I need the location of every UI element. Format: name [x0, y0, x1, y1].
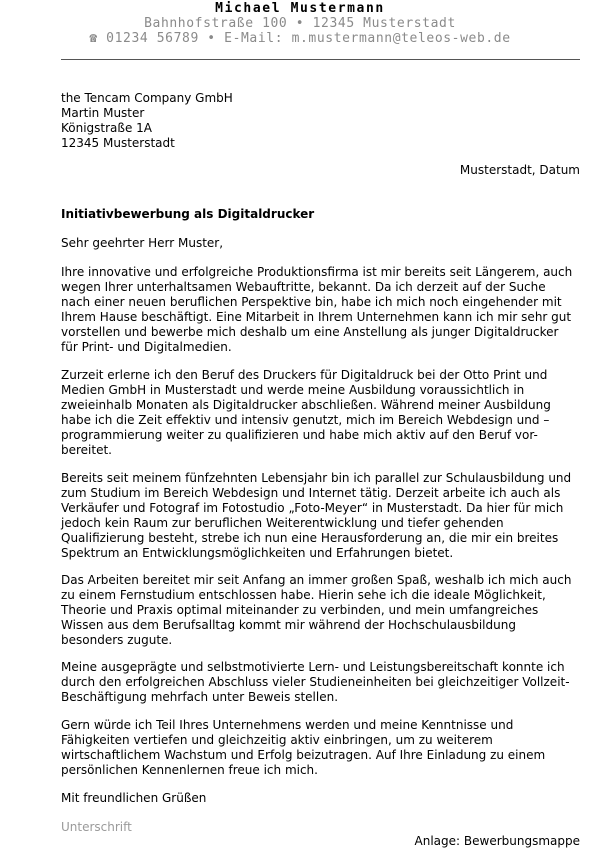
recipient-city: 12345 Musterstadt — [61, 136, 175, 150]
paragraph-line: zu einem Fernstudium entschlossen habe. Hierin sehe ich die ideale Möglichkeit, — [61, 588, 546, 602]
paragraph-line: wirtschaftlichem Wachstum und Erfolg beizutragen. Auf Ihre Einladung zu einem — [61, 748, 546, 762]
place-date: Musterstadt, Datum — [459, 163, 580, 177]
paragraph-line: persönlichen Kennenlernen freue ich mich. — [61, 763, 318, 777]
recipient-company: the Tencam Company GmbH — [61, 91, 233, 105]
body-paragraph — [61, 718, 581, 778]
body-paragraph — [61, 573, 581, 648]
body-paragraph — [61, 368, 581, 458]
body-paragraph — [61, 471, 581, 561]
paragraph-line: Ihrem Hause beschäftigt. Eine Mitarbeit in Ihrem Unternehmen kann ich mir sehr gut — [61, 310, 572, 324]
paragraph-line: jedoch kein Raum zur beruflichen Weiterentwicklung und tiefer gehenden — [61, 516, 504, 530]
body-paragraph — [61, 660, 581, 705]
salutation: Sehr geehrter Herr Muster, — [61, 236, 224, 250]
paragraph-line: habe ich die Zeit effektiv und intensiv genutzt, mich im Bereich Webdesign und – — [61, 413, 550, 427]
paragraph-line: Wissen aus dem Berufsalltag kommt mir während der Hochschulausbildung — [61, 618, 516, 632]
sender-address: Bahnhofstraße 100 • 12345 Musterstadt — [144, 16, 456, 31]
paragraph-line: vorstellen und bewerbe mich deshalb um eine Anstellung als junger Digitaldrucker — [61, 325, 559, 339]
paragraph-line: Das Arbeiten bereitet mir seit Anfang an immer großen Spaß, weshalb ich mich auch — [61, 573, 572, 587]
paragraph-line: Verkäufer und Fotograf im Fotostudio „Foto-Meyer“ in Musterstadt. Da hier für mich — [61, 501, 564, 515]
paragraph-line: Meine ausgeprägte und selbstmotivierte Lern- und Leistungsbereitschaft konnte ich — [61, 660, 565, 674]
paragraph-line: besonders zugute. — [61, 633, 173, 647]
subject-line: Initiativbewerbung als Digitaldrucker — [61, 207, 315, 221]
recipient-person: Martin Muster — [61, 106, 145, 120]
paragraph-line: Fähigkeiten vertiefen und gleichzeitig aktiv einbringen, um zu weiterem — [61, 733, 493, 747]
body-paragraph — [61, 265, 581, 355]
paragraph-line: Ihre innovative und erfolgreiche Produktionsfirma ist mir bereits seit Längerem, auch — [61, 265, 573, 279]
attachment-note: Anlage: Bewerbungsmappe — [414, 834, 580, 848]
paragraph-line: Spektrum an Entwicklungsmöglichkeiten und Erfahrungen bietet. — [61, 546, 454, 560]
paragraph-line: Bereits seit meinem fünfzehnten Lebensjahr bin ich parallel zur Schulausbildung und — [61, 471, 572, 485]
paragraph-line: wegen Ihrer unterhaltsamen Webauftritte, bekannt. Da ich derzeit auf der Suche — [61, 280, 546, 294]
paragraph-line: programmierung weiter zu qualifizieren und habe mich aktiv auf den Beruf vor- — [61, 428, 538, 442]
letterhead-divider — [61, 59, 580, 60]
closing-formula: Mit freundlichen Grüßen — [61, 791, 207, 805]
sender-contact: ☎ 01234 56789 • E-Mail: m.mustermann@teleos-web.de — [89, 31, 511, 46]
paragraph-line: zweieinhalb Monaten als Digitaldrucker abschließen. Während meiner Ausbildung — [61, 398, 551, 412]
recipient-address — [61, 91, 233, 151]
recipient-street: Königstraße 1A — [61, 121, 153, 135]
paragraph-line: nach einer neuen beruflichen Perspektive bin, habe ich mich noch eingehender mit — [61, 295, 562, 309]
paragraph-line: Qualifizierung besteht, strebe ich nun eine Herausforderung an, die mir ein breites — [61, 531, 559, 545]
paragraph-line: bereitet. — [61, 443, 112, 457]
paragraph-line: Theorie und Praxis optimal miteinander zu verbinden, und mein umfangreiches — [61, 603, 539, 617]
paragraph-line: durch den erfolgreichen Abschluss vieler Studieneinheiten bei gleichzeitiger Vollzeit- — [61, 675, 570, 689]
paragraph-line: zum Studium im Bereich Webdesign und Internet tätig. Derzeit arbeite ich auch als — [61, 486, 561, 500]
paragraph-line: Beschäftigung mehrfach unter Beweis stellen. — [61, 690, 339, 704]
paragraph-line: Medien GmbH in Musterstadt und werde meine Ausbildung voraussichtlich in — [61, 383, 525, 397]
paragraph-line: Zurzeit erlerne ich den Beruf des Druckers für Digitaldruck bei der Otto Print und — [61, 368, 548, 382]
signature-placeholder: Unterschrift — [61, 820, 132, 834]
sender-name: Michael Mustermann — [215, 1, 385, 16]
paragraph-line: Gern würde ich Teil Ihres Unternehmens werden und meine Kenntnisse und — [61, 718, 514, 732]
paragraph-line: für Print- und Digitalmedien. — [61, 340, 232, 354]
